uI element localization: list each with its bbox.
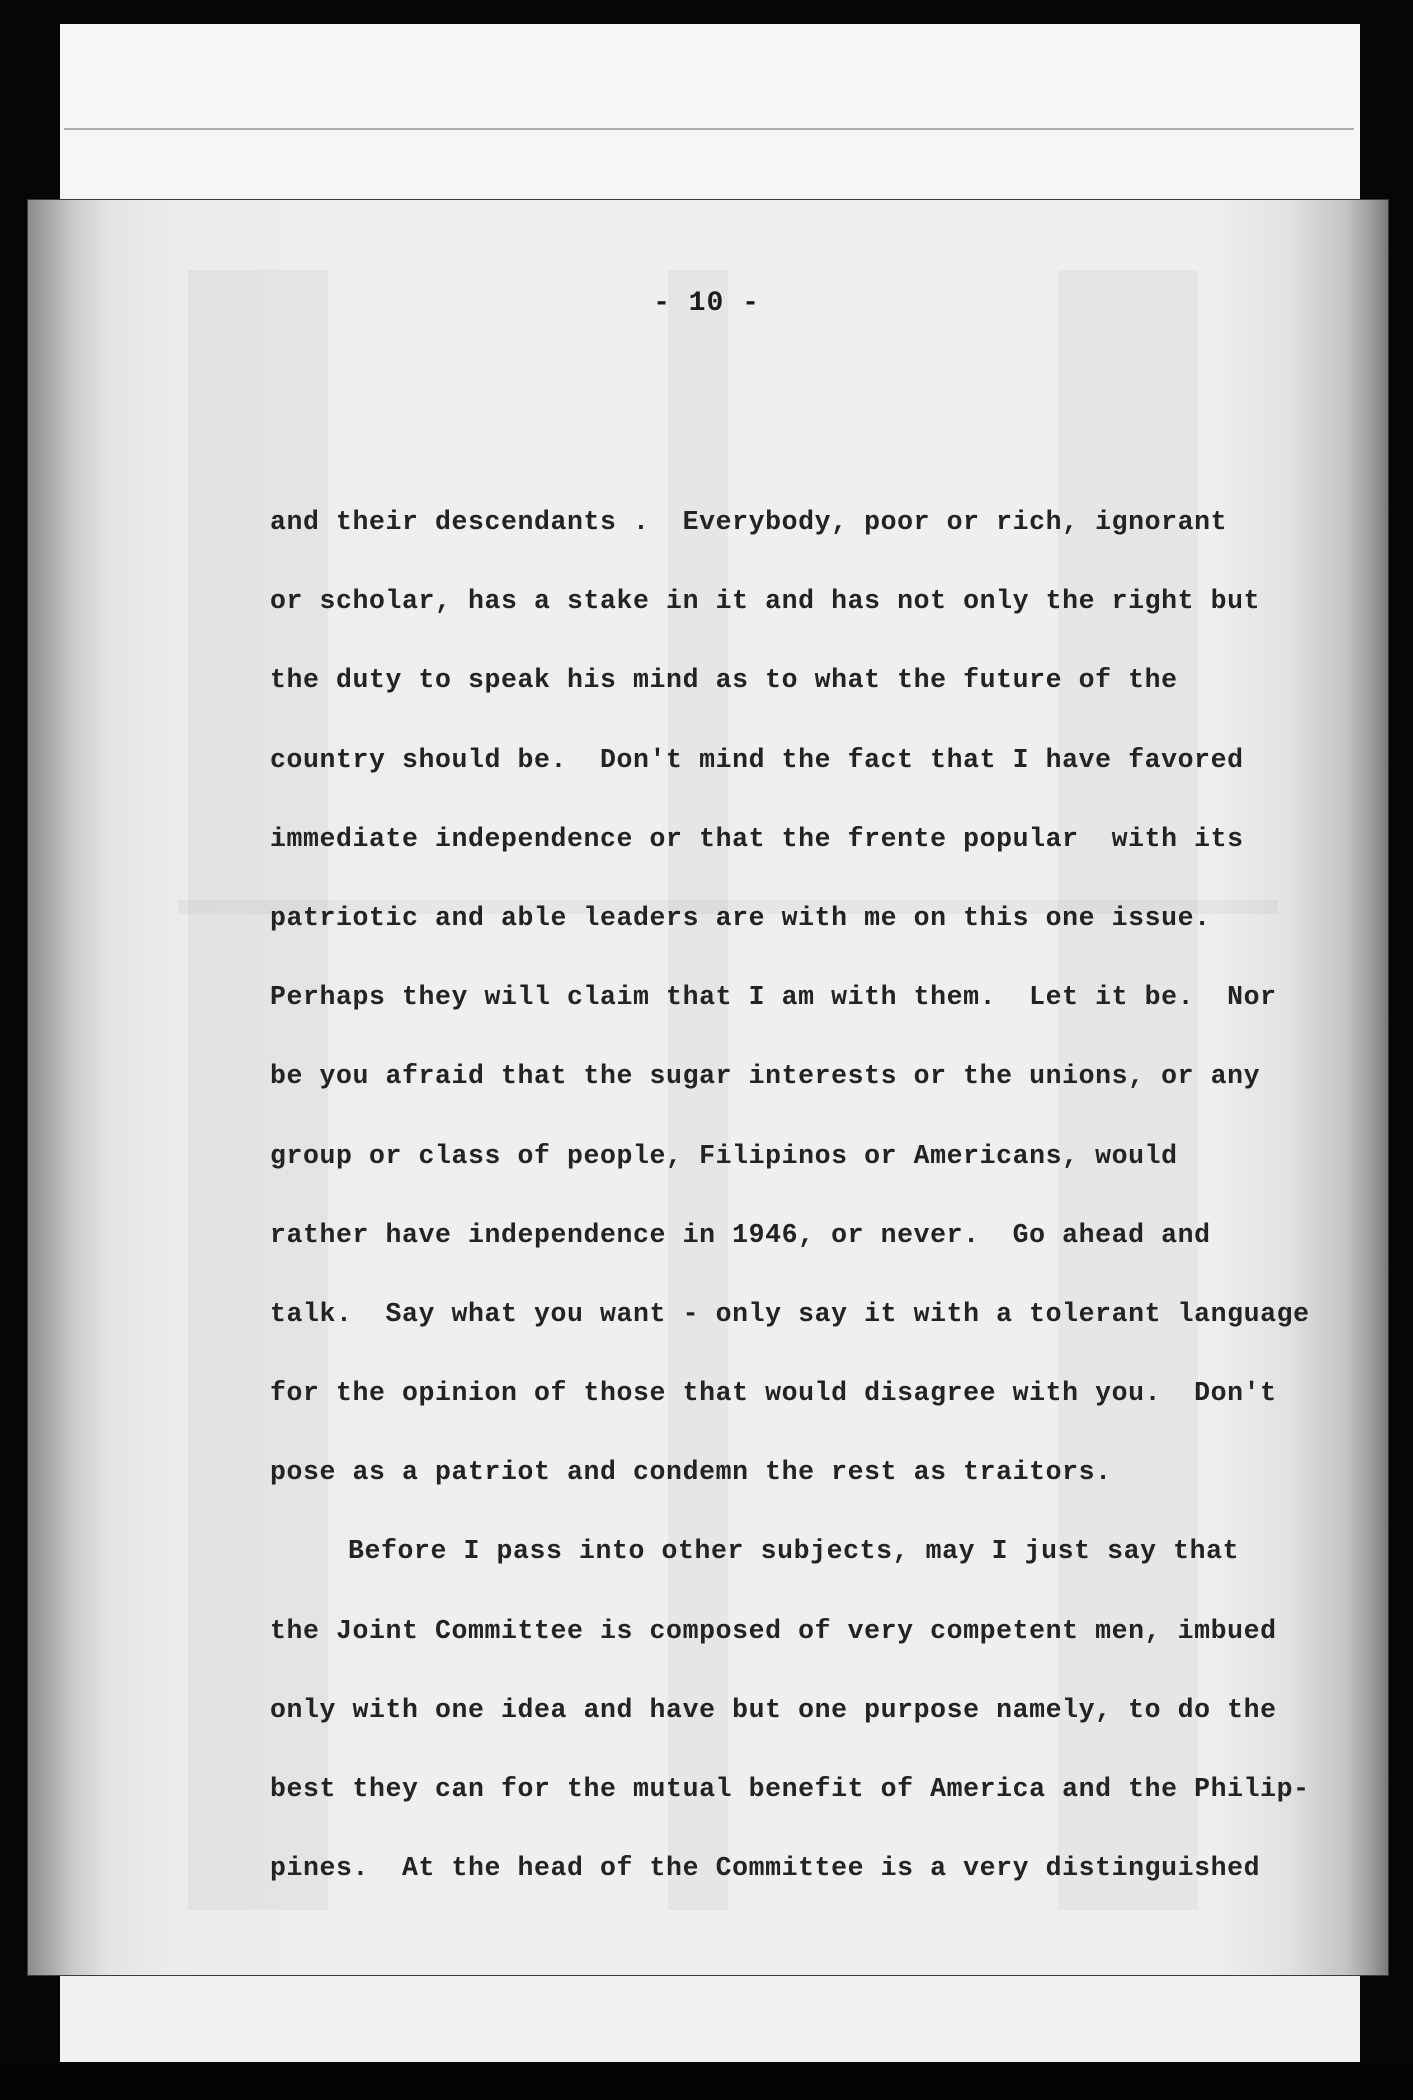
- page-number: - 10 -: [653, 288, 760, 319]
- text-line-4: country should be. Don't mind the fact that I have favored: [270, 744, 1244, 775]
- text-line-16: only with one idea and have but one purpose namely, to do the: [270, 1694, 1277, 1725]
- text-line-10: rather have independence in 1946, or never. Go ahead and: [270, 1219, 1211, 1250]
- text-line-6: patriotic and able leaders are with me on this one issue.: [270, 902, 1211, 933]
- scan-bottom-edge: [0, 2062, 1413, 2100]
- typed-body-text: [270, 502, 1350, 1927]
- text-line-17: best they can for the mutual benefit of America and the Philip-: [270, 1774, 1310, 1804]
- text-line-18: pines. At the head of the Committee is a very distinguished: [270, 1853, 1261, 1884]
- text-line-13: pose as a patriot and condemn the rest as traitors.: [270, 1457, 1112, 1488]
- text-line-8: be you afraid that the sugar interests or the unions, or any: [270, 1061, 1261, 1092]
- text-line-3: the duty to speak his mind as to what the future of the: [270, 665, 1178, 696]
- text-line-1: and their descendants . Everybody, poor or rich, ignorant: [270, 507, 1228, 537]
- text-line-14-paragraph-start: Before I pass into other subjects, may I just say that: [348, 1536, 1240, 1567]
- text-line-5: immediate independence or that the frente popular with its: [270, 823, 1244, 854]
- text-line-15: the Joint Committee is composed of very competent men, imbued: [270, 1615, 1277, 1646]
- backing-sheet-rule: [64, 128, 1354, 130]
- text-line-11: talk. Say what you want - only say it with a tolerant language: [270, 1298, 1310, 1329]
- text-line-2: or scholar, has a stake in it and has not only the right but: [270, 586, 1261, 617]
- text-line-7: Perhaps they will claim that I am with them. Let it be. Nor: [270, 982, 1277, 1013]
- text-line-12: for the opinion of those that would disagree with you. Don't: [270, 1378, 1277, 1409]
- text-line-9: group or class of people, Filipinos or Americans, would: [270, 1140, 1178, 1171]
